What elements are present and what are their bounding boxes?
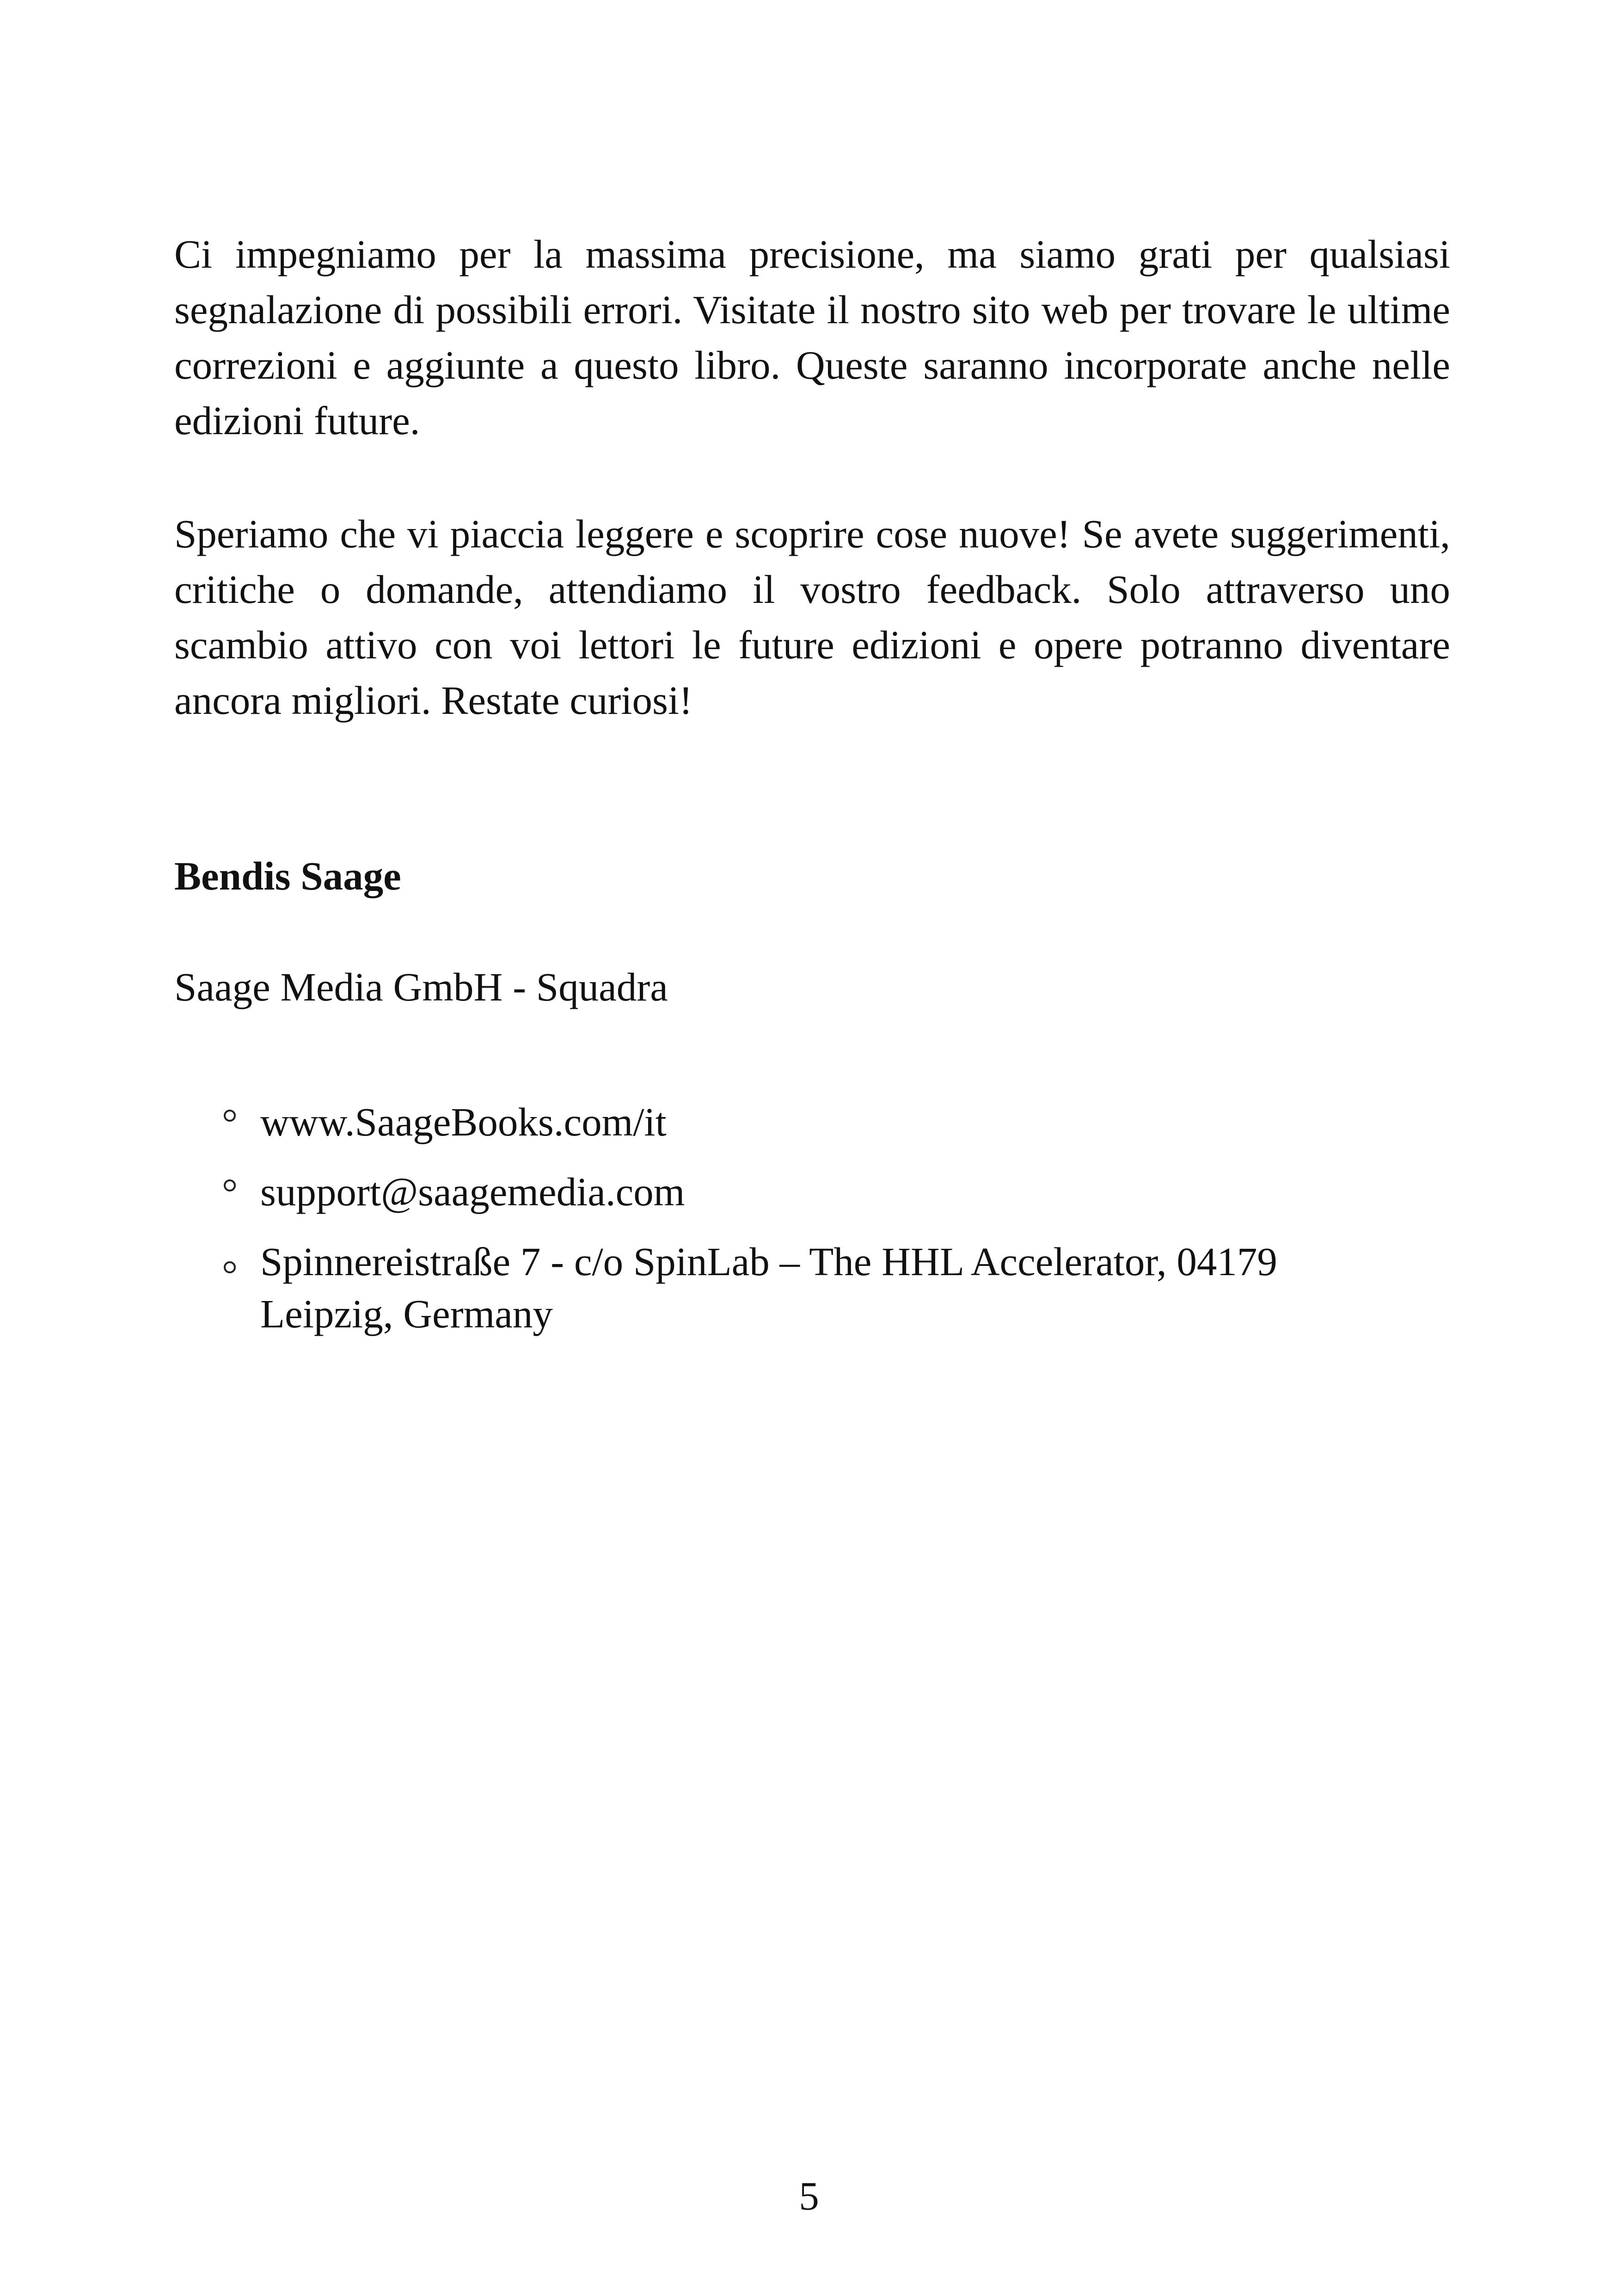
page-content (174, 227, 1450, 1336)
website-link[interactable]: www.SaageBooks.com/it (260, 1099, 667, 1144)
paragraph-accuracy: Ci impegniamo per la massima precisione, ma siamo grati per qualsiasi segnalazione di possibili errori. Visitate il nostro sito web per trovare le ultime correzioni e aggiunte a questo libro. Queste saranno incorporate anche nelle edizioni future. (174, 232, 1450, 443)
email-link[interactable]: support@saagemedia.com (260, 1169, 685, 1214)
contact-item-address (174, 1235, 1416, 1340)
page-number: 5 (799, 2173, 819, 2218)
circle-bullet-icon (224, 1110, 236, 1122)
circle-bullet-icon (224, 1261, 236, 1273)
paragraph-feedback: Speriamo che vi piaccia leggere e scoprire cose nuove! Se avete suggerimenti, critiche o domande, attendiamo il vostro feedback. Solo attraverso uno scambio attivo con voi lettori le future edizioni e opere potranno diventare ancora migliori. Restate curiosi! (174, 511, 1450, 723)
contact-item-email (174, 1166, 1416, 1218)
contact-list (174, 1096, 1450, 1357)
circle-bullet-icon (224, 1179, 236, 1191)
contact-item-website (174, 1096, 1416, 1148)
author-name: Bendis Saage (174, 853, 401, 898)
address-text: Spinnereistraße 7 - c/o SpinLab – The HHL Accelerator, 04179 Leipzig, Germany (260, 1239, 1277, 1336)
company-name: Saage Media GmbH - Squadra (174, 964, 668, 1009)
